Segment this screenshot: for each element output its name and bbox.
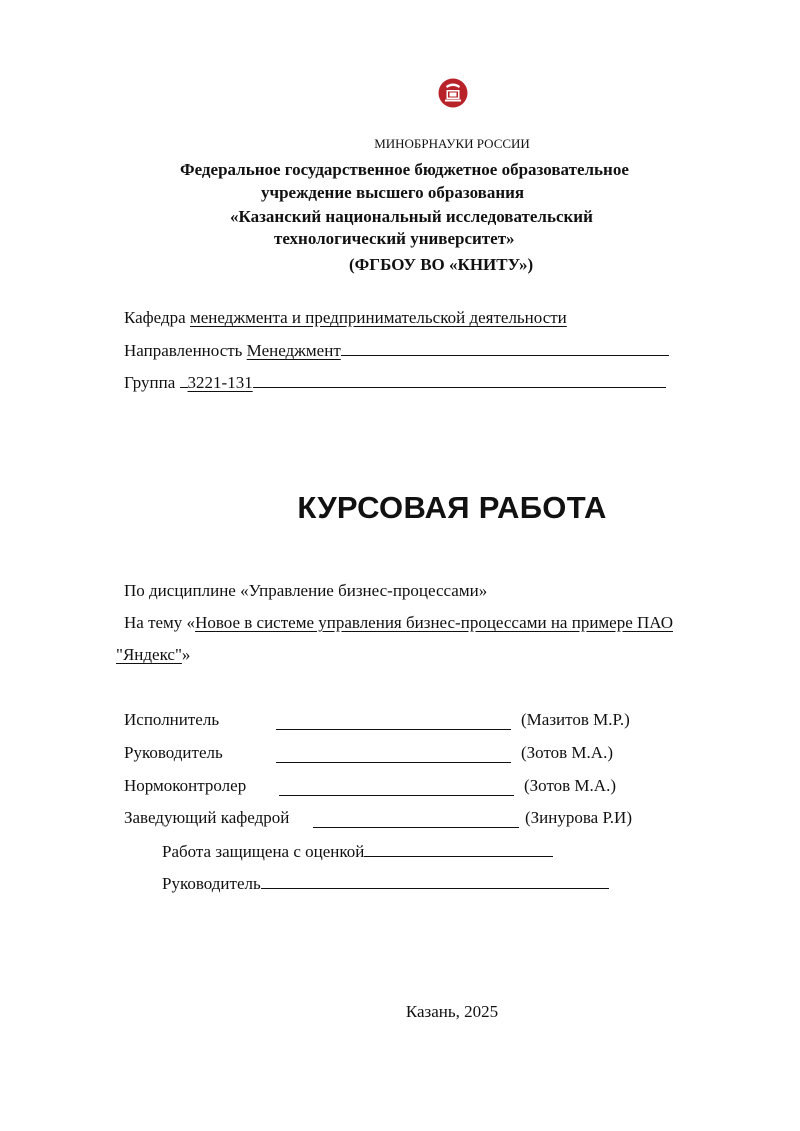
signature-normcontrol-role: Нормоконтролер — [124, 776, 247, 795]
group-pre-blank — [180, 386, 188, 388]
signature-head-line — [313, 814, 519, 828]
university-line-2: технологический университет» — [274, 229, 515, 248]
signature-head-name: (Зинурова Р.И) — [525, 808, 632, 827]
signature-normcontrol-name: (Зотов М.А.) — [524, 776, 616, 795]
defense-supervisor-label: Руководитель — [162, 874, 261, 893]
signature-supervisor-line — [276, 749, 511, 763]
institution-line-2: учреждение высшего образования — [261, 183, 525, 202]
ministry-name: МИНОБРНАУКИ РОССИИ — [374, 136, 530, 151]
direction-blank-line — [341, 354, 669, 356]
direction-value: Менеджмент — [246, 341, 341, 360]
signature-executor-role: Исполнитель — [124, 710, 220, 729]
signature-executor-line — [276, 716, 511, 730]
theme-row — [124, 613, 673, 633]
signature-supervisor-name: (Зотов М.А.) — [521, 743, 613, 762]
signature-head-role: Заведующий кафедрой — [124, 808, 290, 827]
signature-supervisor-role: Руководитель — [124, 743, 223, 762]
university-line-1: «Казанский национальный исследовательский — [230, 207, 593, 226]
department-row — [124, 308, 567, 328]
theme-prefix: На тему « — [124, 613, 196, 632]
direction-row — [124, 341, 669, 361]
direction-label: Направленность — [124, 341, 243, 360]
university-logo-icon — [437, 77, 469, 109]
defense-grade-label: Работа защищена с оценкой — [162, 842, 365, 861]
discipline-line: По дисциплине «Управление бизнес-процессами» — [124, 581, 488, 600]
theme-row-2 — [116, 645, 190, 665]
theme-value-line-1: Новое в системе управления бизнес-процессами на примере ПАО — [195, 613, 674, 632]
group-value: 3221-131 — [187, 373, 253, 392]
defense-supervisor-row — [162, 874, 609, 894]
department-value: менеджмента и предпринимательской деятельности — [189, 308, 567, 327]
theme-value-line-2: "Яндекс" — [116, 645, 182, 664]
department-label: Кафедра — [124, 308, 186, 327]
defense-grade-row — [162, 842, 553, 862]
institution-line-1: Федеральное государственное бюджетное образовательное — [180, 160, 629, 179]
theme-suffix: » — [181, 645, 191, 664]
university-abbreviation: (ФГБОУ ВО «КНИТУ») — [349, 255, 534, 274]
signature-normcontrol-line — [279, 782, 514, 796]
city-year: Казань, 2025 — [405, 1002, 499, 1021]
group-label: Группа — [124, 373, 176, 392]
defense-supervisor-line — [261, 887, 609, 889]
group-row — [124, 373, 666, 393]
defense-grade-line — [364, 855, 553, 857]
document-title: КУРСОВАЯ РАБОТА — [297, 490, 607, 525]
group-blank-line — [253, 386, 666, 388]
signature-executor-name: (Мазитов М.Р.) — [521, 710, 630, 729]
